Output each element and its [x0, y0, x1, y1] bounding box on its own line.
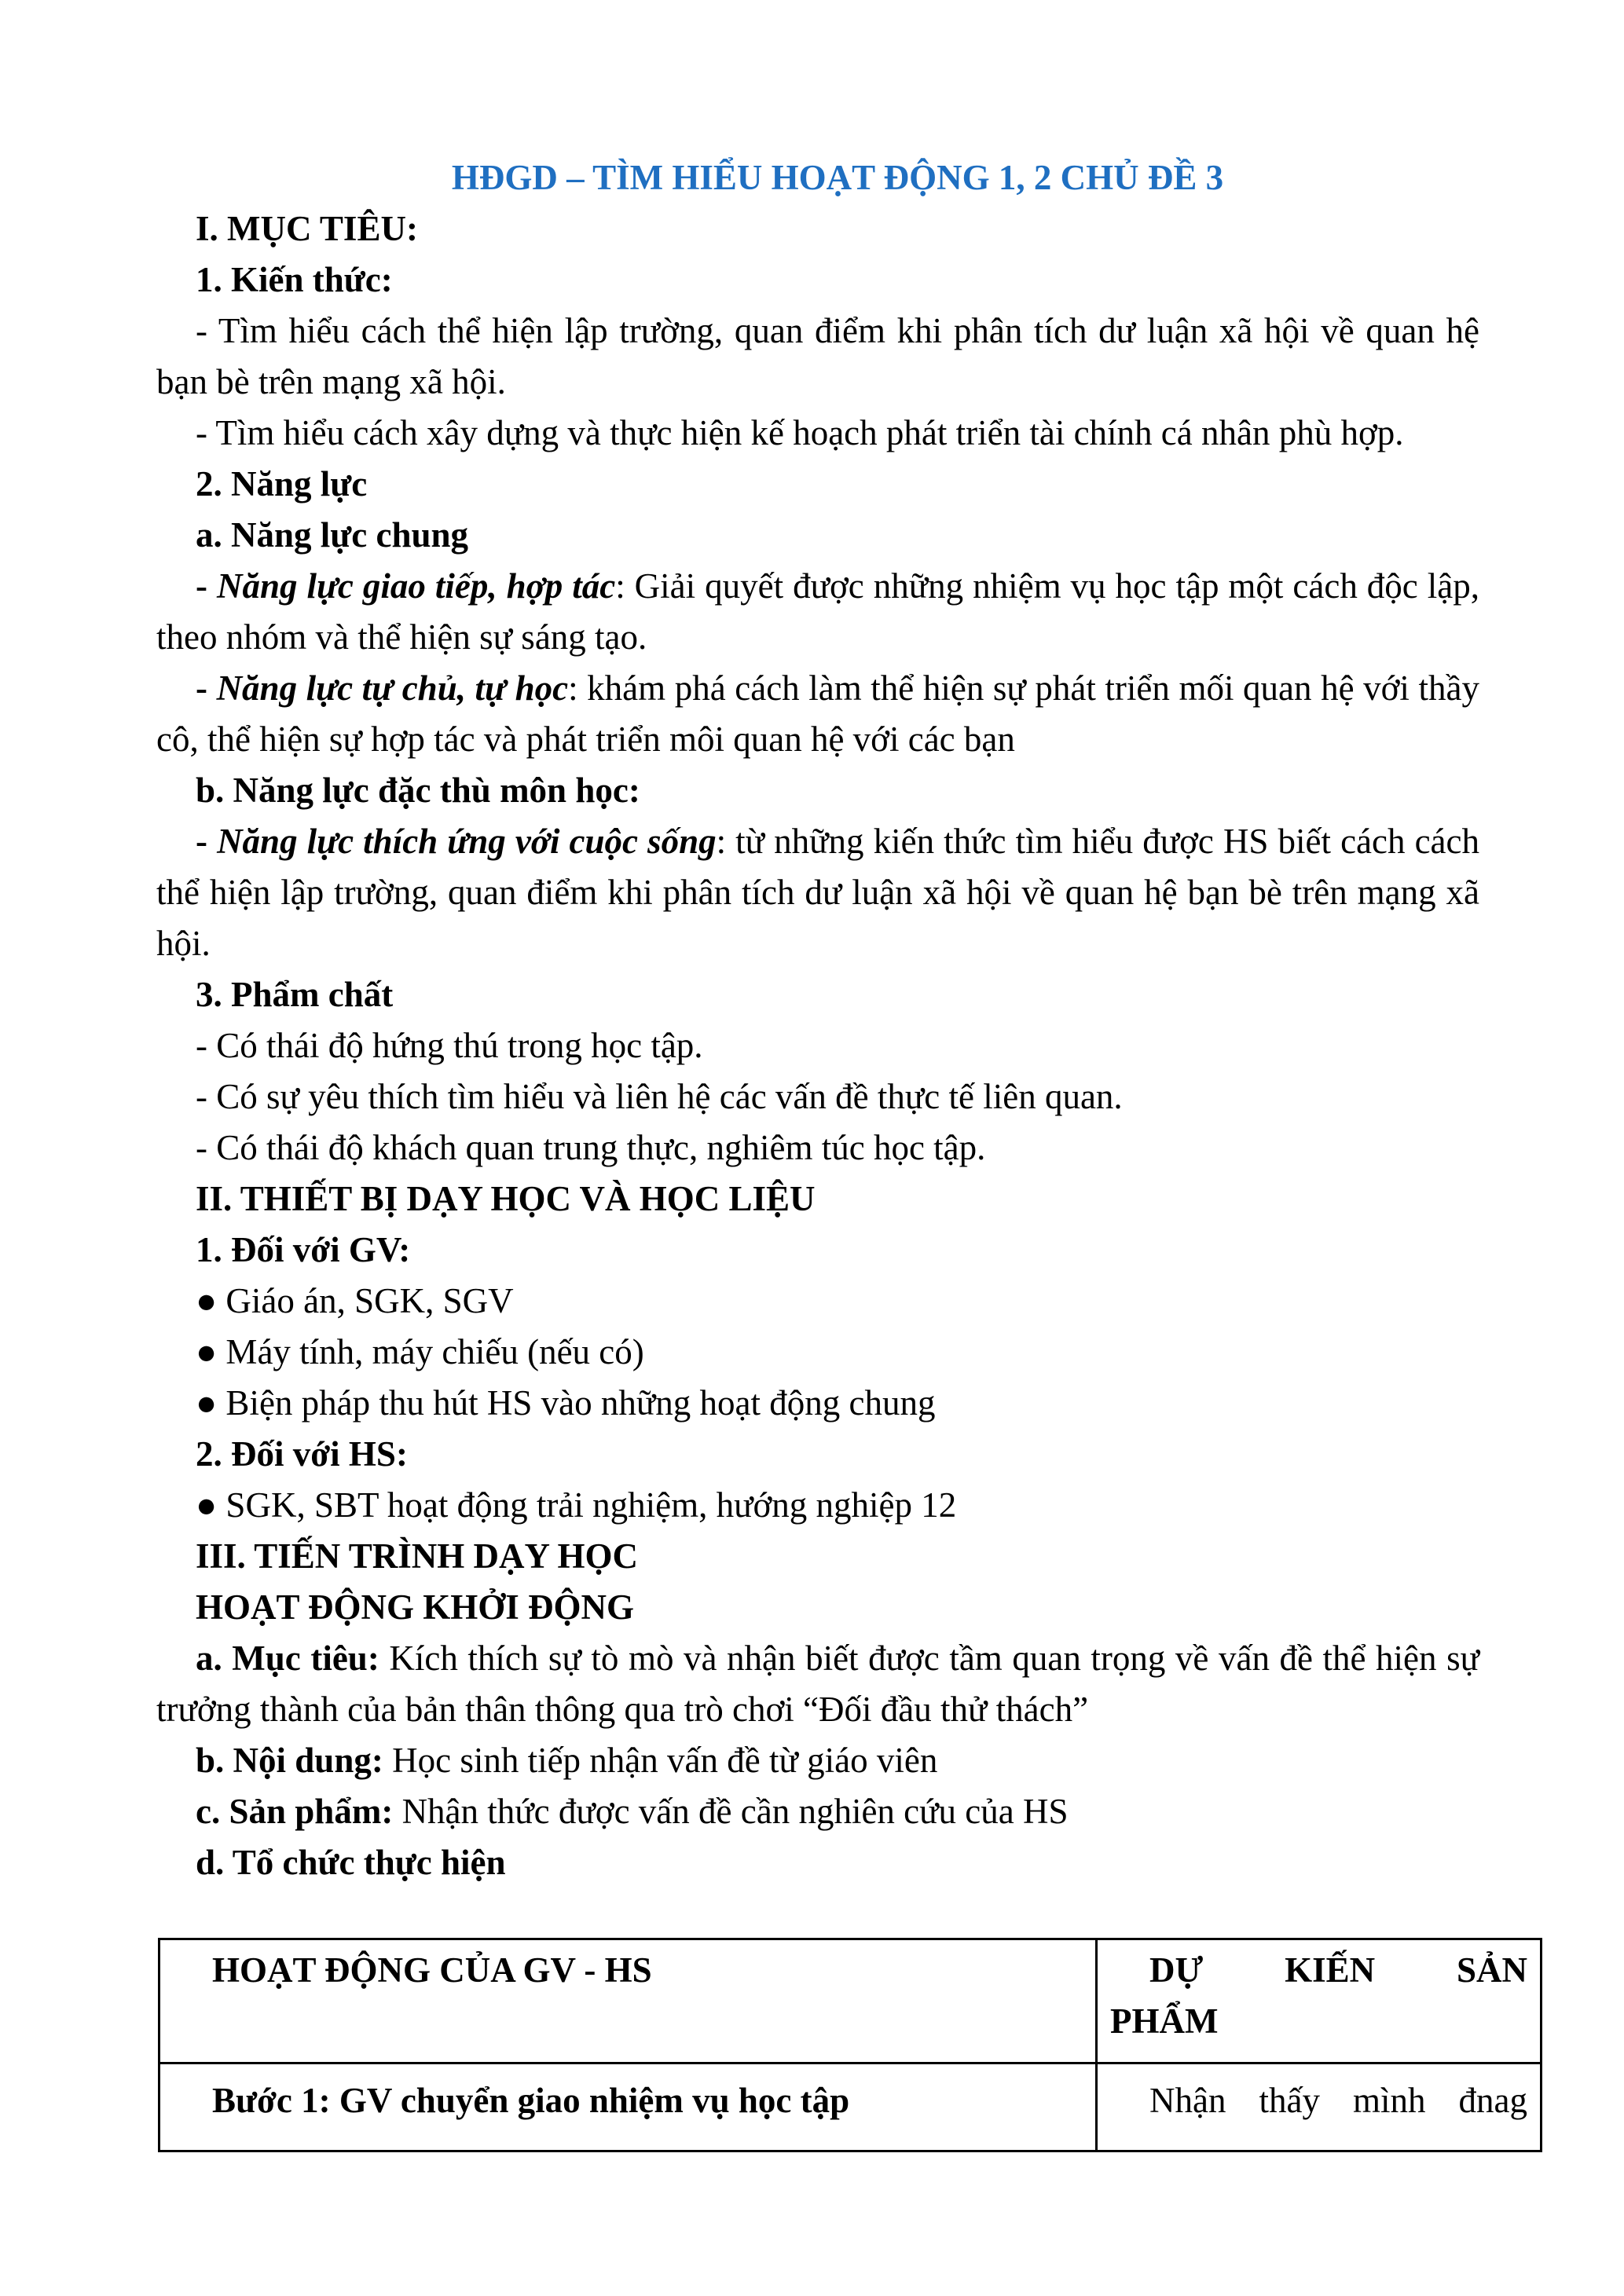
subsection-heading: 1. Đối với GV: [196, 1230, 411, 1269]
bullet-item: ● Biện pháp thu hút HS vào những hoạt động chung [196, 1383, 936, 1423]
subsection-heading: d. Tổ chức thực hiện [196, 1843, 506, 1882]
paragraph: - Có thái độ hứng thú trong học tập. [196, 1026, 703, 1065]
paragraph: - Tìm hiểu cách xây dựng và thực hiện kế hoạch phát triển tài chính cá nhân phù hợp. [196, 413, 1404, 452]
subsection-heading: 2. Năng lực [196, 464, 368, 504]
table-header-row [159, 1939, 1542, 2063]
paragraph [156, 561, 1479, 663]
emphasis: Năng lực thích ứng với cuộc sống [217, 822, 717, 861]
subsection-heading: 3. Phẩm chất [196, 975, 394, 1014]
bullet-item: ● Máy tính, máy chiếu (nếu có) [196, 1332, 644, 1371]
document-title: HĐGD – TÌM HIỂU HOẠT ĐỘNG 1, 2 CHỦ ĐỀ 3 [451, 158, 1224, 197]
paragraph: - Tìm hiểu cách thể hiện lập trường, quan điểm khi phân tích dư luận xã hội về quan hệ bạn bè trên mạng xã hội. [156, 311, 1479, 401]
bullet-item: ● Giáo án, SGK, SGV [196, 1281, 514, 1320]
section-heading: II. THIẾT BỊ DẠY HỌC VÀ HỌC LIỆU [196, 1179, 816, 1218]
section-heading: III. TIẾN TRÌNH DẠY HỌC [196, 1536, 639, 1576]
table-row [159, 2063, 1542, 2151]
label: a. Mục tiêu: [196, 1639, 379, 1678]
subsection-heading: 1. Kiến thức: [196, 260, 393, 299]
text: : khám phá cách làm thể hiện sự phát triển mối quan hệ với thầy cô, thể hiện sự hợp tác và phát triển môi quan hệ với các bạn [156, 668, 1479, 759]
text: Nhận thức được vấn đề cần nghiên cứu của HS [393, 1792, 1069, 1831]
paragraph: - Có sự yêu thích tìm hiểu và liên hệ các vấn đề thực tế liên quan. [196, 1077, 1123, 1116]
dash: - [196, 822, 218, 861]
header-line: DỰ KIẾN SẢN [1149, 1950, 1527, 1990]
paragraph [156, 1786, 1479, 1837]
text: : từ những kiến thức tìm hiểu được HS biết cách cách thể hiện lập trường, quan điểm khi phân tích dư luận xã hội về quan hệ bạn bè trên mạng xã hội. [156, 822, 1479, 963]
paragraph [156, 663, 1479, 765]
cell-text: Nhận thấy mình đnag [1149, 2081, 1527, 2120]
cell-activity: Bước 1: GV chuyển giao nhiệm vụ học tập [159, 2063, 1097, 2151]
text: Học sinh tiếp nhận vấn đề từ giáo viên [383, 1741, 938, 1780]
cell-expected-product [1097, 2063, 1542, 2151]
emphasis: Năng lực tự chủ, tự học [216, 668, 569, 708]
subsection-heading: 2. Đối với HS: [196, 1434, 408, 1474]
section-heading: I. MỤC TIÊU: [196, 209, 418, 248]
label: c. Sản phẩm: [196, 1792, 394, 1831]
paragraph [156, 1633, 1479, 1735]
text: Kích thích sự tò mò và nhận biết được tầm quan trọng về vấn đề thể hiện sự trưởng thành của bản thân thông qua trò chơi “Đối đầu thử thách” [156, 1639, 1479, 1729]
header-expected-product [1097, 1939, 1542, 2063]
bullet-item: ● SGK, SBT hoạt động trải nghiệm, hướng nghiệp 12 [196, 1485, 957, 1525]
subsection-heading: a. Năng lực chung [196, 515, 469, 555]
header-line: PHẨM [1110, 2001, 1219, 2041]
text: : Giải quyết được những nhiệm vụ học tập một cách độc lập, theo nhóm và thể hiện sự sáng tạo. [156, 566, 1479, 657]
dash: - [196, 566, 217, 606]
document-page [156, 152, 1479, 1888]
emphasis: Năng lực giao tiếp, hợp tác [216, 566, 616, 606]
activity-table [158, 1938, 1542, 2152]
paragraph [156, 816, 1479, 969]
paragraph [156, 1735, 1479, 1786]
header-activity: HOẠT ĐỘNG CỦA GV - HS [159, 1939, 1097, 2063]
paragraph: - Có thái độ khách quan trung thực, nghiêm túc học tập. [196, 1128, 986, 1167]
dash: - [196, 668, 217, 708]
label: b. Nội dung: [196, 1741, 383, 1780]
subsection-heading: HOẠT ĐỘNG KHỞI ĐỘNG [196, 1587, 634, 1627]
subsection-heading: b. Năng lực đặc thù môn học: [196, 771, 640, 810]
